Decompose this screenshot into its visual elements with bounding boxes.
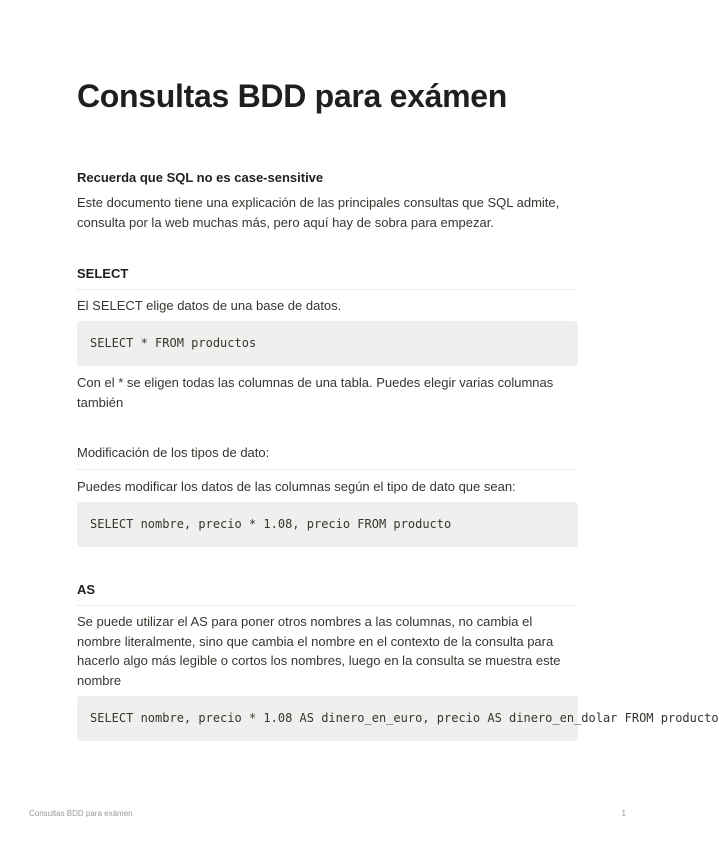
section-divider (77, 289, 578, 290)
as-code-block: SELECT nombre, precio * 1.08 AS dinero_en_euro, precio AS dinero_en_dolar FROM producto (77, 696, 578, 741)
page-title: Consultas BDD para exámen (77, 78, 507, 114)
intro-paragraph: Este documento tiene una explicación de las principales consultas que SQL admite, consulta por la web muchas más, pero aquí hay de sobra para empezar. (77, 195, 560, 230)
types-description: Puedes modificar los datos de las columnas según el tipo de dato que sean: (77, 479, 516, 494)
types-code-block: SELECT nombre, precio * 1.08, precio FROM producto (77, 502, 578, 547)
as-heading: AS (77, 582, 96, 597)
footer-page-number: 1 (621, 809, 626, 818)
types-heading: Modificación de los tipos de dato: (77, 445, 270, 460)
section-divider (77, 605, 578, 606)
as-description: Se puede utilizar el AS para poner otros nombres a las columnas, no cambia el nombre literalmente, sino que cambia el nombre en el contexto de la consulta para hacerlo algo más legible o cortos los nombres, luego en la consulta se muestra este nombre (77, 614, 561, 688)
case-sensitive-note: Recuerda que SQL no es case-sensitive (77, 170, 324, 185)
section-divider (77, 469, 578, 470)
select-code-block: SELECT * FROM productos (77, 321, 578, 366)
select-description: El SELECT elige datos de una base de datos. (77, 298, 342, 313)
footer-document-title: Consultas BDD para exámen (29, 809, 133, 818)
select-explanation: Con el * se eligen todas las columnas de una tabla. Puedes elegir varias columnas también (77, 375, 554, 410)
select-heading: SELECT (77, 266, 129, 281)
